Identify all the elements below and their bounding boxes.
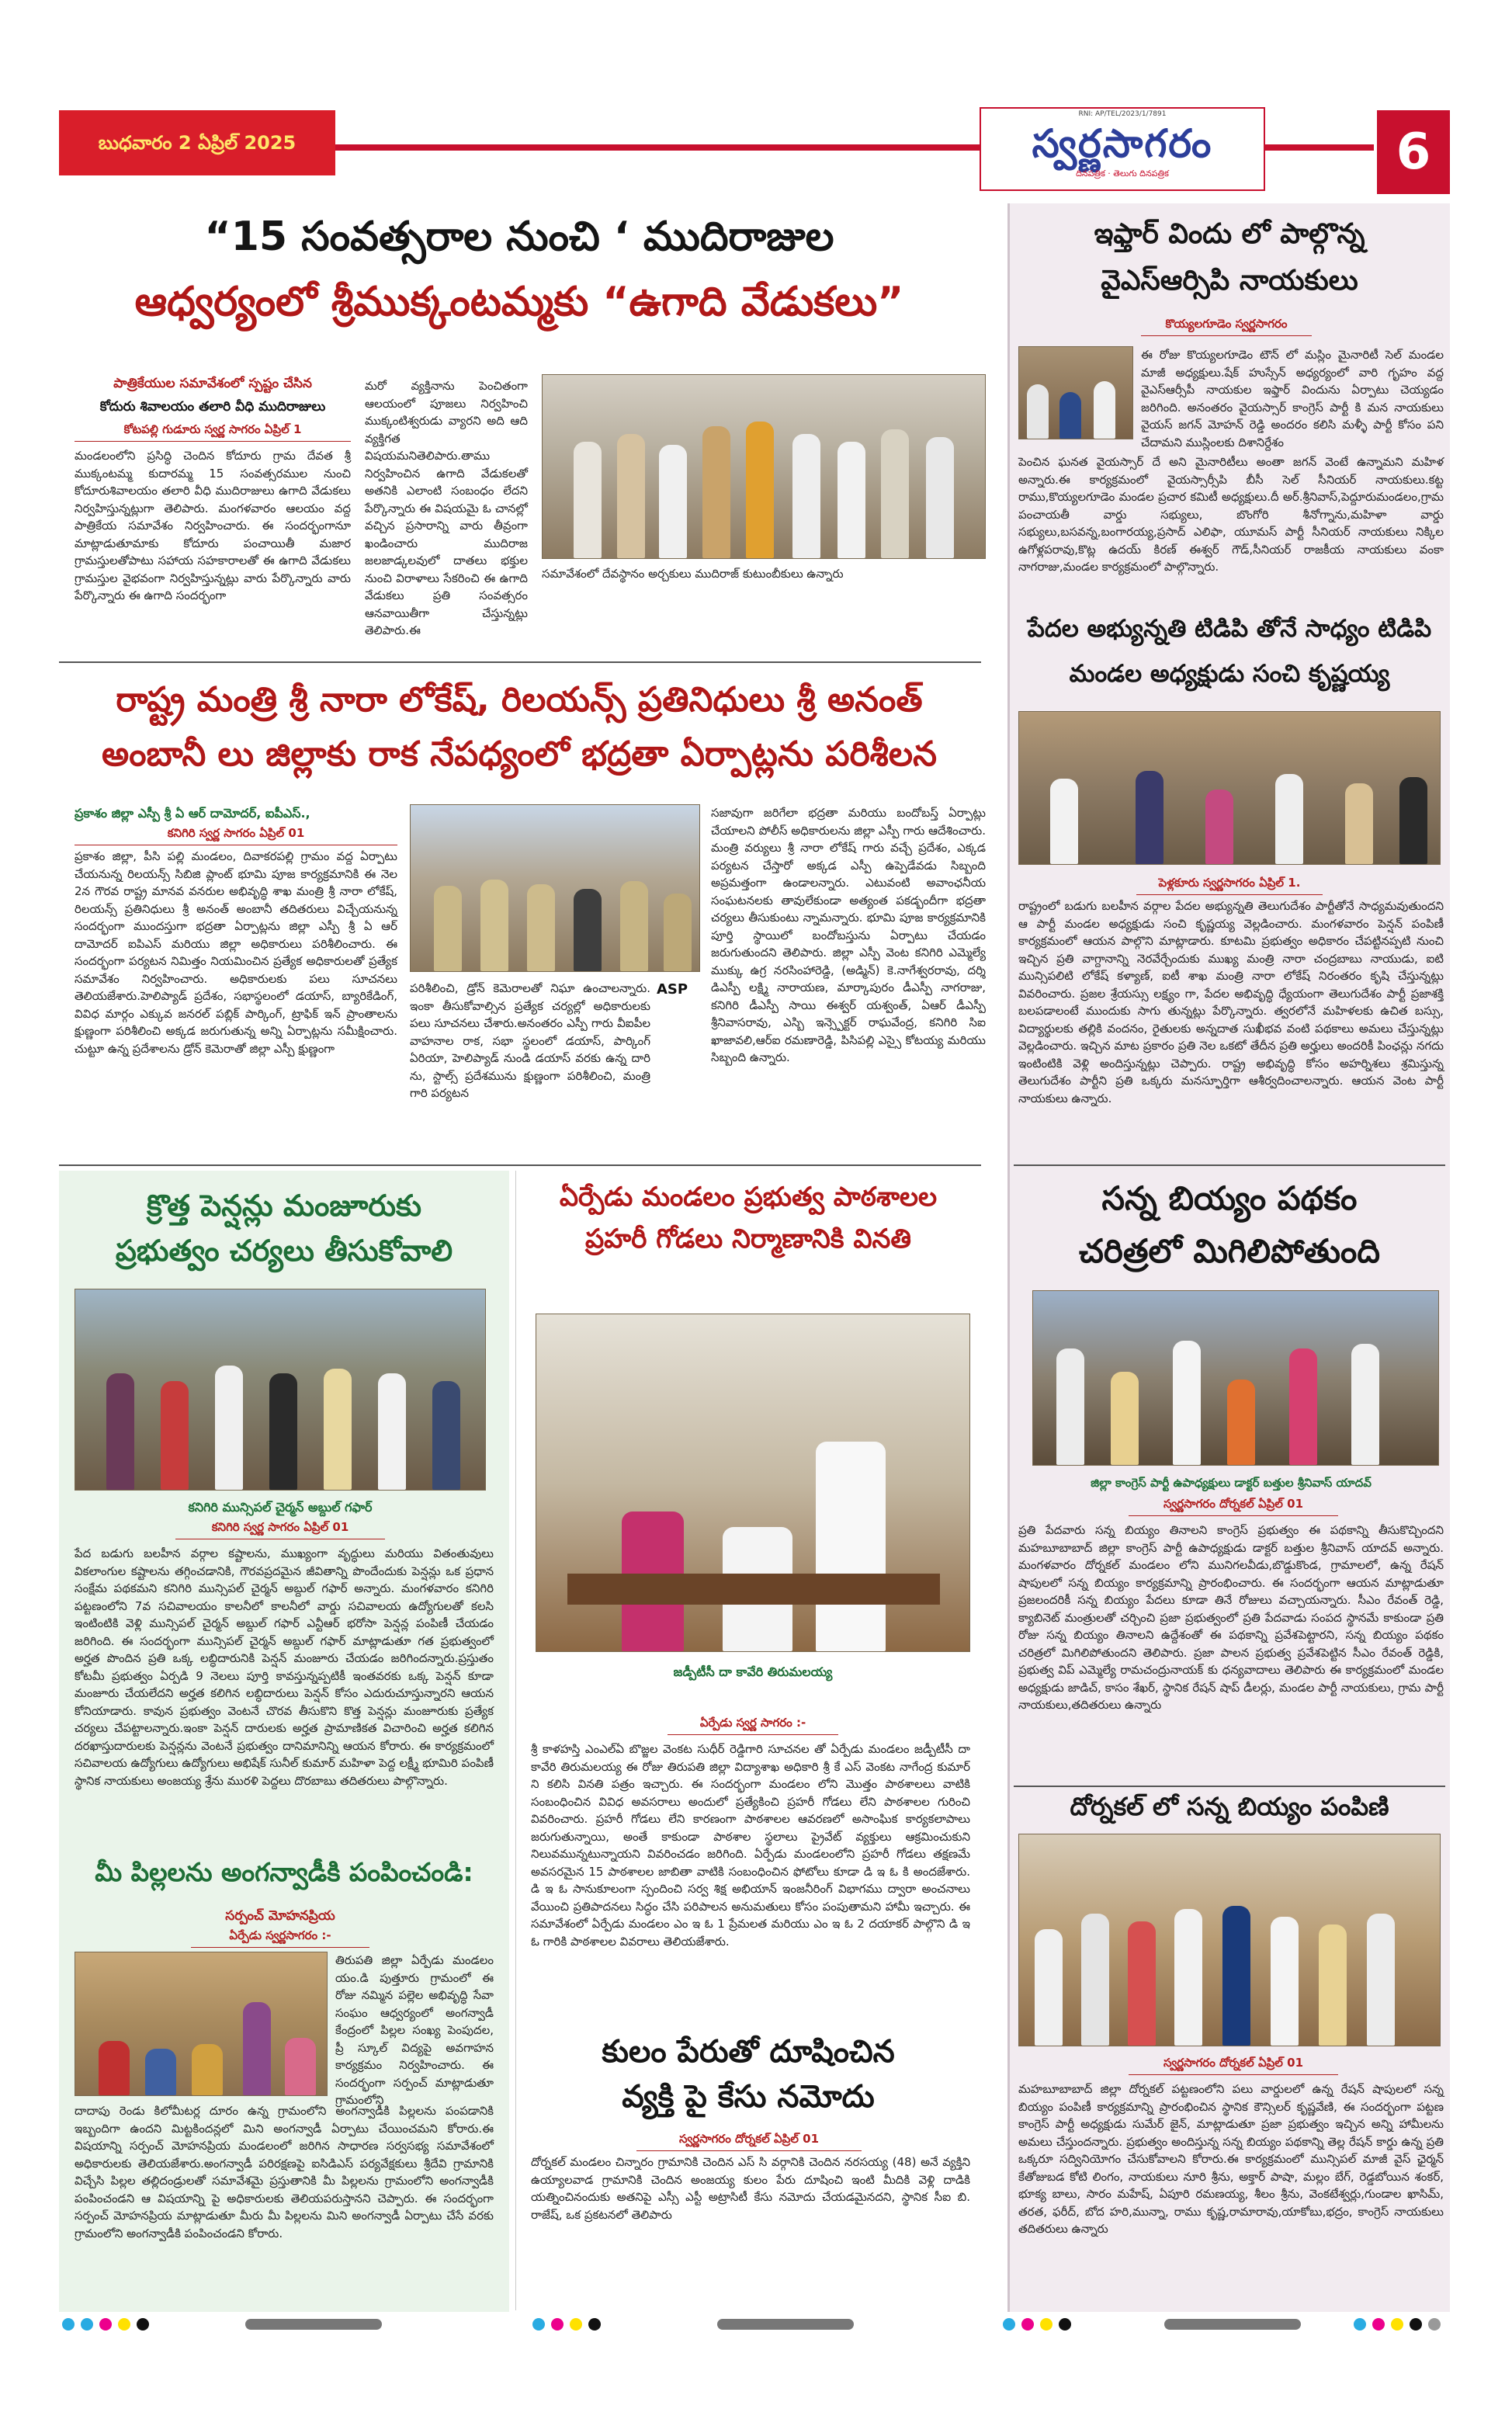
r2-body: రాష్ట్రంలో బడుగు బలహీన వర్గాల పేదల అభ్యున్నతి తెలుగుదేశం పార్టీతోనే సాధ్యమవుతుందని ఆ పార్టీ మండల అధ్యక్షుడు సంచి కృష్ణయ్య వెల్లడించారు. మంగళవారం పెన్షన్ పంపిణీ కార్యక్రమంలో ఆయన పాల్గొని మాట్లాడారు. కూటమి ప్రభుత్వం అధికారం చేపట్టినప్పటి నుంచి ఇచ్చిన ప్రతి వాగ్దానాన్ని నెరవేర్చేందుకు ముఖ్య మంత్రి నారా చంద్రబాబు నాయుడు, ఐటి మున్సిపలిటి లోకేష్ కళ్యాణ్, ఐటీ శాఖ మంత్రి నారా లోకేష్ నిరంతరం కృషి చేస్తున్నట్లు వివరించారు. ప్రజల శ్రేయస్సు లక్ష్యం గా, పేదల అభివృద్ధి ధ్యేయంగా తెలుగుదేశం పార్టీ ప్రజాశక్తి బలపడాలంటే ముందుకు సాగు తున్నట్లు పేర్కొన్నారు. త్వరలోనే మహిళలకు ఉచిత బస్సు, విద్యార్థులకు తల్లికి వందనం, రైతులకు అన్నదాత సుఖీభవ వంటి పథకాలు అమలు చేస్తున్నట్లు వెల్లడించారు. ఇచ్చిన మాట ప్రకారం ప్రతి నెల ఒకటో తేదీన ప్రతి అర్హులు అందరికీ పింఛన్లు నగదు ఇంటింటికి వెళ్లి అందిస్తున్నట్లు చెప్పారు. రాష్ట్ర అభివృద్ధి కోసం అహర్నిశలు శ్రమిస్తున్న తెలుగుదేశం పార్టీని ప్రతి ఒక్కరు మనస్ఫూర్తిగా ఆశీర్వదించాలన్నారు. ఆయన వెంట పార్టీ నాయకులు ఉన్నారు. [1018,899,1444,1105]
r2-headline-line1: పేదల అభ్యున్నతి టిడిపి తోనే సాధ్యం టిడిపి [1027,615,1432,643]
a4-byline: సర్పంచ్ మోహనప్రియ [225,1908,335,1924]
a2-headline-line2: అంబానీ లు జిల్లాకు రాక నేపధ్యంలో భద్రతా ఏర్పాట్లను పరిశీలన [102,734,937,774]
a6-headline-line1: కులం పేరుతో దూషించిన [602,2034,895,2070]
a4-photo [75,1952,328,2096]
a5-dateline: ఏర్పేడు స్వర్ణ సాగరం :- [668,1716,838,1735]
divider-a1-a2 [59,661,981,663]
r4-headline: దోర్నకల్ లో సన్న బియ్యం పంపిణి [1070,1792,1389,1821]
a1-body-col2: మరో వ్యక్తినాను పెంచితంగా ఆలయంలో పూజలు నిర్వహించి ముక్కంటిశ్వరుడు వ్యారని అది ఆది వ్యక్తిగత విషయమనితెలిపారు.తాము నిర్వహించిన ఉగాది వేడుకలతో అతనికి ఎలాంటి సంబంధం లేదని పేర్కొన్నారు ఈ విషయమై ఓ చానల్లో వచ్చిన ప్రసారాన్ని వారు తీవ్రంగా ఖండించారు ముదిరాజ జలజాడ్కలవులో దాతలు భక్తుల నుంచి విరాళాలు సేకరించి ఈ ఉగాది వేడుకలు ప్రతి సంవత్సరం ఆనవాయితీగా చేస్తున్నట్లు తెలిపారు.ఈ [365,379,528,637]
issue-date: బుధవారం 2 ఏప్రిల్ 2025 [98,132,297,154]
a1-headline-line2: ఆధ్వర్యంలో శ్రీముక్కంటమ్మకు “ఉగాది వేడుకలు” [134,279,904,325]
r2-photo [1018,711,1441,865]
a2-body-col1: ప్రకాశం జిల్లా, పీసి పల్లి మండలం, దివాకరపల్లి గ్రామం వద్ద ఏర్పాటు చేయనున్న రిలయన్స్ సిబిజి ప్లాంట్ భూమి పూజ కార్యక్రమానికి ఈ నెల 2న గౌరవ రాష్ట్ర మానవ వనరుల అభివృద్ధి శాఖ మంత్రి శ్రీ నారా లోకేష్, రిలయన్స్ ప్రతినిధులు శ్రీ అనంత్ అంబానీ తదితరులు విచ్చేయనున్న సందర్భంగా ముందస్తుగా భద్రతా ఏర్పాట్లను జిల్లా ఎస్పీ శ్రీ ఏ ఆర్ దామోదర్ ఐపిఎస్ మరియు జిల్లా అధికారులు పరిశీలించారు. ఈ సందర్భంగా పర్యటన నిమిత్తం నియమించిన ప్రత్యేక అధికారులతో ప్రత్యేక సమావేశం నిర్వహించారు. అధికారులకు పలు సూచనలు తెలియజేశారు.హెలిప్యాడ్ ప్రదేశం, సభాస్థలంలో డయాస్, బ్యారికేడింగ్, వివిధ మార్గం ఎక్కువ జనరల్ పబ్లిక్ పార్కింగ్, ట్రాఫిక్ ఇన్ ప్రాంతాలను క్షుణ్ణంగా పరిశీలించి అక్కడ జరుగుతున్న అన్ని ఏర్పాట్లను సమీక్షించారు. చుట్టూ ఉన్న ప్రదేశాలను డ్రోన్ కెమెరాతో జిల్లా ఎస్పీ క్షుణ్ణంగా [75,849,397,1056]
r3-photo-caption: జిల్లా కాంగ్రెస్ పార్టీ ఉపాధ్యక్షులు డాక్టర్ బత్తుల శ్రీనివాస్ యాదవ్ [1091,1476,1372,1490]
a3-dateline: కనిగిరి స్వర్ణ సాగరం ఏప్రిల్ 01 [175,1520,385,1539]
r3-photo [1032,1290,1439,1466]
a1-photo [542,374,986,559]
r2-dateline: పెళ్లకూరు స్వర్ణసాగరం ఏప్రిల్ 1. [1136,876,1323,895]
a3-photo [75,1289,486,1491]
a1-subhead-1: పాత్రికేయుల సమావేశంలో స్పష్టం చేసిన [113,376,312,391]
a5-photo [536,1314,970,1652]
divider-r2-r3 [1014,1164,1445,1166]
r3-body: ప్రతి పేదవారు సన్న బియ్యం తినాలని కాంగ్రెస్ ప్రభుత్వం ఈ పథకాన్ని తీసుకొచ్చిందని మహబూబాబాద్ జిల్లా కాంగ్రెస్ పార్టీ ఉపాధ్యక్షుడు డాక్టర్ బత్తుల శ్రీనివాస్ యాదవ్ అన్నారు. మంగళవారం దోర్నకల్ మండలం లోని మునిగలవీడు,బొడ్డుకొండ, గ్రామాలలో, ఉన్న రేషన్ షాపులలో సన్న బియ్యం కార్యక్రమాన్ని ప్రారంభించారు. ఈ సందర్భంగా ఆయన మాట్లాడుతూ ప్రజలందరికీ సన్న బియ్యం పేదలు కూడా తినే రోజులు వచ్చాయన్నారు. సీఎం రేవంత్ రెడ్డి, క్యాబినెట్ మంత్రులతో చర్చించి ప్రజా ప్రభుత్వంలో ప్రతి పేదవాడు సంపద స్థానమే కాకుండా ప్రతి రోజు సన్న బియ్యం తినాలని ఉద్దేశంతో ఈ పథకాన్ని ప్రవేశపెట్టారని, సన్న బియ్యం పథకం చరిత్రలో మిగిలిపోతుందని తెలిపారు. ప్రజా పాలన ప్రభుత్వ ప్రవేశపెట్టిన సీఎం రేవంత్ రెడ్డికి, ప్రభుత్వ విప్ ఎమ్మెల్యే రామచంద్రునాయక్ కు ధన్యవాదాలు తెలిపారు ఈ కార్యక్రమంలో మండల అధ్యక్షుడు జాడిచ్, కాసం శేఖర్, స్థానిక రేషన్ షాప్ డీలర్లు, మండల పార్టీ నాయకులు, గ్రామ పార్టీ నాయకులు,తదితరులు ఉన్నారు [1018,1523,1444,1712]
divider-r3-r4 [1014,1786,1445,1787]
a2-photo [410,804,700,972]
r1-photo [1018,346,1133,439]
r1-body-col: ఈ రోజు కొయ్యలగూడెం టౌన్ లో మస్లిం మైనారిటీ సెల్ మండల మాజీ అధ్యక్షులు.షేక్ హుస్సేన్ అధ్యర్యంలో వారి గృహం వద్ద వైఎస్ఆర్సీపీ నాయకుల ఇఫ్తార్ విందును ఏర్పాటు చెయ్యడం జరిగింది. అనంతరం వైయస్సార్ కాంగ్రెస్ పార్టీ కి మన నాయకులు వైయస్ జగన్ మోహన్ రెడ్డి అందరం కలిసి మళ్ళీ పార్టీ కోసం పని చేదామని ముస్లింలకు దిశానిర్దేశం [1141,348,1444,449]
a4-body-full: దాదాపు రెండు కిలోమీటర్ల దూరం ఉన్న గ్రామంలోని అంగన్వాడీకి పిల్లలను పంపడానికి ఇబ్బందిగా ఉందని మిట్టకిందన్లలో మిని అంగన్వాడీ ఏర్పాటు చేయించమని కోరారు.ఈ విషయాన్ని సర్పంచ్ మోహనప్రియ మండలంలో జరిగిన సాధారణ సర్వసభ్య సమావేశంలో అధికారులకు తెలియజేశారు.అంగన్వాడీ పరిరక్షణపై ఐసిడిఎస్ పర్యవేక్షకులు శ్రీదేవి గ్రామానికి విచ్చేసి పిల్లల తల్లిదండ్రులతో సమావేశమై ప్రస్తుతానికి మీ పిల్లలను గ్రామంలోని అంగన్వాడీకి పంపించండని ఆ విషయాన్ని పై అధికారులకు తెలియపరుస్తానని చెప్పారు. ఈ సందర్భంగా సర్పంచ్ మోహనప్రియ మాట్లాడుతూ మీరు మీ పిల్లలను మిని అంగన్వాడీ ఏర్పాటు చేసే వరకు గ్రామంలోని అంగన్వాడీకి పంపించండని కోరారు. [75,2104,494,2240]
r4-dateline: స్వర్ణసాగరం దోర్నకల్ ఏప్రిల్ 01 [1129,2056,1338,2075]
a2-byline: ప్రకాశం జిల్లా ఎస్పీ శ్రీ ఏ ఆర్ దామోదర్, ఐపీఎస్., [75,806,310,821]
a1-headline-line1: “15 సంవత్సరాల నుంచి ‘ ముదిరాజుల [204,213,834,260]
r1-headline-line2: వైఎస్ఆర్సిపి నాయకులు [1101,265,1358,297]
r1-dateline: కొయ్యలగూడెం స్వర్ణసాగరం [1141,317,1312,336]
masthead-logo [980,107,1265,191]
header-rule-left [335,144,980,151]
a6-headline-line2: వ్యక్తి పై కేసు నమోదు [622,2079,875,2115]
page-number: 6 [1396,123,1431,181]
a2-asp-label: ASP [657,981,688,998]
r4-body: మహబూబాబాద్ జిల్లా దోర్నకల్ పట్టణంలోని పలు వార్డులలో ఉన్న రేషన్ షాపులలో సన్న బియ్యం పంపిణీ కార్యక్రమాన్ని ప్రారంభించిన స్థానిక కౌన్సిలర్ కృష్ణవేణి, ఈ సందర్భంగా పట్టణ కాంగ్రెస్ పార్టీ అధ్యక్షుడు సుమేర్ జైన్, మాట్లాడుతూ ప్రజా ప్రభుత్వం ఇచ్చిన అన్ని హామీలను అమలు చేస్తుందన్నారు. ప్రభుత్వం అందిస్తున్న సన్న బియ్యం పథకాన్ని తెల్ల రేషన్ కార్డు ఉన్న ప్రతి ఒక్కరూ సద్వినియోగం చేసుకోవాలని కోరారు.ఈ కార్యక్రమంలో మున్సిపల్ మాజీ వైస్ ఛైర్మన్ కేతోజుబడ కోటి లింగం, నాయకులు నూరి శ్రీను, అక్తార్ పాషా, మల్లం బేగ్, రెడ్డబోయిన శంకర్, భూక్య బాలు, సారం మహేష్, ఏపూరి రమణయ్య, శీలం శ్రీను, వెంకటేశ్వర్లు,గుండాల ఖాసిమ్, తరత, ఫరీద్, బోద హరి,మున్నా, రాము కృష్ణ,రామారావు,యాకోబు,భద్రం, కాంగ్రెస్ నాయకులు తదితరులు ఉన్నారు [1018,2082,1444,2236]
a3-body: పేద బడుగు బలహీన వర్గాల కష్టాలను, ముఖ్యంగా వృద్ధులు మరియు వితంతువులు వికలాంగుల కష్టాలను తగ్గించడానికి, గౌరవప్రదమైన జీవితాన్ని పొందేందుకు పెన్షన్లు ఒక ప్రధాన సంక్షేమ పథకమని కనిగిరి మున్సిపల్ చైర్మన్ అబ్దుల్ గఫార్ అన్నారు. మంగళవారం కనిగిరి పట్టణంలోని 7వ సచివాలయం కాలనీలో కాలనీలో వార్డు సచివాలయ ఉద్యోగులతో కలసి ఇంటింటికి వెళ్లి మున్సిపల్ చైర్మన్ అబ్దుల్ గఫార్ ఎన్టీఆర్ భరోసా పెన్షన్ల పంపిణీ చేయడం జరిగింది. ఈ సందర్భంగా మున్సిపల్ చైర్మన్ అబ్దుల్ గఫార్ మాట్లాడుతూ గత ప్రభుత్వంలో అర్హత పొందిన ప్రతి ఒక్క లబ్ధిదారునికి పెన్షన్ మంజూరు చేయడం జరిగిందన్నారు.ప్రస్తుతం కోటమీ ప్రభుత్వం ఏర్పడి 9 నెలలు పూర్తి కావస్తున్నప్పటికీ ఇంతవరకు ఒక్క పెన్షన్ కూడా మంజూరు చేయలేదని అర్హత కలిగిన లబ్ధిదారులు పెన్షన్ కోసం ఎదురుచూస్తున్నారని ఆయన కోనియాడారు. కావున ప్రభుత్వం వెంటనే చొరవ తీసుకొని కొత్త పెన్షన్లు మంజూరుకు ప్రత్యేక చర్యలు చేపట్టాలన్నారు.ఇంకా పెన్షన్ దారులకు అర్హత ప్రామాణికత విచారించి అర్హత కలిగిన దరఖాస్తుదారులకు పెన్షన్లను వెంటనే ప్రభుత్వం దానిమానిన్ని ఆయన కోరారు. ఈ కార్యక్రమంలో సచివాలయ ఉద్యోగులు ఉద్యోగులు అభిషేక్ సునీల్ కుమార్ మహిళా పెద్ద లక్ష్మీ భూమిరి పంపిణీ స్థానిక నాయకులు అంజయ్య శ్రేను మురళి పెద్దలు దొరబాబు తదితరులు పాల్గొన్నారు. [75,1546,494,1788]
a6-body: దోర్నకల్ మండలం చిన్నారం గ్రామానికి చెందిన ఎస్ సి వర్గానికి చెందిన నరసయ్య (48) అనే వ్యక్తిని ఉయ్యాలవాడ గ్రామానికి చెందిన అంజయ్య కులం పేరు దూషించి ఇంటి మీదికి వెళ్లి దాడికి యత్నించినందుకు అతనిపై ఎస్సీ ఎస్టీ అట్రాసిటీ కేసు నమోదు చేయడమైనదని, స్థానిక సీఐ బి. రాజేష్, ఒక ప్రకటనలో తెలిపారు [531,2155,970,2222]
r2-headline-line2: మండల అధ్యక్షుడు సంచి కృష్ణయ్య [1069,660,1390,688]
a1-body-col1: మండలంలోని ప్రసిద్ధి చెందిన కోదూరు గ్రామ దేవత శ్రీ ముక్కంటమ్మ కుదారమ్మ 15 సంవత్సరముల నుంచి కోదూరుశివాలయం తలారి వీధి ముదిరాజులు ఉగాది వేడుకలు నిర్వహిస్తున్నట్లుగా తెలిపారు. మంగళవారం ఆలయం వద్ద పాత్రికేయ సమావేశం నిర్వహించారు. ఈ సందర్భంగానూ మాట్లాడుతూమాకు కోదూరు పంచాయితీ మజార గ్రామస్తులతోపాటు సహాయ సహకారాలతో ఈ ఉగాది వేడుకలు గ్రామస్తుల వైభవంగా నిర్వహిస్తున్నట్లు వారు పేర్కొన్నారు వారు పేర్కొన్నారు ఈ ఉగాది సందర్భంగా [75,449,351,602]
r3-dateline: స్వర్ణసాగరం దోర్నకల్ ఏప్రిల్ 01 [1129,1497,1338,1516]
a1-photo-caption: సమావేశంలో దేవస్థానం అర్చకులు ముదిరాజ్ కుటుంబీకులు ఉన్నారు [542,567,844,581]
header-rule-right [1265,144,1374,151]
a5-headline-line2: ప్రహరీ గోడలు నిర్మాణానికి వినతి [584,1223,912,1255]
masthead-tagline: దినపత్రిక · తెలుగు దినపత్రిక [1076,168,1169,179]
a2-dateline: కనిగిరి స్వర్ణ సాగరం ఏప్రిల్ 01 [75,826,397,845]
r1-body-full: పెంచిన ఘనత వైయస్సార్ దే అని మైనారిటీలు అంతా జగన్ వెంటే ఉన్నామని మహిళ అన్నారు.ఈ కార్యక్రమంలో వైయస్సార్సీపి బీసీ సెల్ సీనియర్ నాయకులు.కట్ట రాము,కొయ్యలగూడెం మండల ప్రచార కమిటీ అధ్యక్షులు.దీ అర్.శ్రీనివాస్,పెద్దూరుమండలం,గ్రామ పంచాయతీ వార్డు సభ్యులు, బొంగోరి శీనోగ్నాను,మహిళా వార్డు సభ్యులు,బసవన్న,బంగారయ్య,ప్రసాద్ ఎలిఫా, యూమస్ పార్టీ సీనియర్ నాయకులు నిక్కిల ఉగోళ్లపరావు,కొట్ల ఉదయ్ కిరణ్ ఈశ్వర్ గౌడ్,సీనియర్ రాజకీయ నాయకులు వంకా నాగరాజు,మండల కార్యక్రమంలో పాల్గొన్నారు. [1018,455,1444,574]
divider-a2-bottom [59,1164,981,1166]
masthead-title: స్వర్ణసాగరం [1032,121,1213,166]
a3-headline-line1: క్రొత్త పెన్షన్లు మంజూరుకు [146,1189,422,1223]
a1-dateline: కోటపల్లి గుడూరు స్వర్ణ సాగరం ఏప్రిల్ 1 [75,422,351,442]
a2-body-col2: పరిశీలించి, డ్రోన్ కెమెరాలతో నిఘా ఉంచాలన్నారు. ఇంకా తీసుకోవాల్సిన ప్రత్యేక చర్యల్లో అధికారులకు పలు సూచనలు చేశారు.అనంతరం ఎస్పీ గారు వీఐపీల వాహనాల రాక, సభా స్థలంలో డయాస్, పార్కింగ్ ఏరియా, హెలిప్యాడ్ నుండి డయాస్ వరకు ఉన్న దారి ను, స్టాల్స్ ప్రదేశమును క్షుణ్ణంగా పరిశీలించి, మంత్రి గారి పర్యటన [410,981,650,1100]
a2-headline-line1: రాష్ట్ర మంత్రి శ్రీ నారా లోకేష్, రిలయన్స్ ప్రతినిధులు శ్రీ అనంత్ [116,680,923,720]
a2-body-col3: సజావుగా జరిగేలా భద్రతా మరియు బందోబస్త్ ఏర్పాట్లు చేయాలని పోలీస్ అధికారులను జిల్లా ఎస్పీ గారు ఆదేశించారు. మంత్రి వర్యులు శ్రీ నారా లోకేష్ గారు వచ్చే ప్రదేశం, ఎక్కడ పర్యటన చేస్తారో అక్కడ ఎస్పీ ఉప్పెడేవడు సిబ్బంది అప్రమత్తంగా ఉండాలన్నారు. ఎటువంటి అవాంఛనీయ సంఘటనలకు తావులేకుండా అత్యంత పకడ్బందీగా భద్రతా చర్యలు తీసుకుంటు న్నామన్నారు. భూమి పూజ కార్యక్రమానికి పూర్తి స్థాయిలో బందోబస్తును ఏర్పాటు చేయడం జరుగుతుందని తెలిపారు. జిల్లా ఎస్పీ వెంట కనిగిరి ఎమ్మెల్యే ముక్కు ఉగ్ర నరసింహారెడ్డి, (అడ్మిన్) కె.నాగేశ్వరరావు, దర్శి డిఎస్పీ లక్ష్మి నారాయణ, మార్కాపురం డీఎస్పీ నాగరాజు, కనిగిరి డీఎస్పీ సాయి ఈశ్వర్ యశ్వంత్, ఏఆర్ డీఎస్పీ శ్రీనివాసరావు, ఎస్బి ఇన్స్పెక్టర్ రాఘవేంద్ర, కనిగిరి సిఐ ఖాజావలి,ఆర్ఐ రమణారెడ్డి, పిసిపల్లి ఎస్సై కోటయ్య మరియు సిబ్బంది ఉన్నారు. [711,806,986,1064]
a4-headline: మీ పిల్లలను అంగన్వాడీకి పంపించండి: [95,1857,473,1887]
r4-photo [1018,1834,1441,2046]
a5-headline-line1: ఏర్పేడు మండలం ప్రభుత్వ పాఠశాలల [559,1182,938,1213]
a1-subhead-2: కోదురు శివాలయం తలారి వీధి ముదిరాజులు [99,399,326,415]
a3-photo-caption: కనిగిరి మున్సిపల్ చైర్మన్ అబ్దుల్ గఫార్ [188,1500,373,1515]
r1-headline-line1: ఇఫ్తార్ విందు లో పాల్గొన్న [1094,218,1365,250]
a5-photo-caption: జడ్పీటీసీ దా కావేరి తిరుమలయ్య [673,1664,833,1679]
a4-dateline: ఏర్పేడు స్వర్ణసాగరం :- [191,1928,369,1948]
masthead-reg: RNI: AP/TEL/2023/1/7891 [1078,110,1167,118]
a5-body: శ్రీ కాళహస్తి ఎంఎల్ఏ బొజ్జల వెంకట సుధీర్ రెడ్డిగారి సూచనల తో ఏర్పేడు మండలం జడ్పీటీసీ దా కావేరి తిరుమలయ్య ఈ రోజు తిరుపతి జిల్లా విద్యాశాఖ అధికారి శ్రీ కే ఎస్ వెంకట నాగేంద్ర కుమార్ ని కలిసి వినతి పత్రం ఇచ్చారు. ఈ సందర్భంగా మండలం లోని మొత్తం పాఠశాలలు వాటికి సంబంధించిన వివిధ అవసరాలు అందులో ప్రత్యేకించి ప్రహరీ గోడలు లేని పాఠశాలల గురించి వివరించారు. ప్రహరీ గోడలు లేని కారణంగా పాఠశాలల ఆవరణలో అసాంఘిక కార్యకలాపాలు జరుగుతున్నాయి, అంతే కాకుండా పాఠశాల స్థలాలు ప్రైవేట్ వ్యక్తులు ఆక్రమించుకుని నిలువమున్నటున్నాయని వివరించడం జరిగింది. ఏర్పేడు మండలంలోని ప్రహరీ గోడలు తక్షణమే అవసరమైన 15 పాఠశాలల జాబితా వాటికి సంబంధించిన ఫోటోలు కూడా డి ఇ ఓ కి అందజేశారు. డి ఇ ఓ సానుకూలంగా స్పందించి సర్వ శిక్ష అభియాన్ ఇంజనీరింగ్ విభాగము ద్వారా అంచనాలు వేయించి ప్రతిపాదనలు సిద్ధం చేసి పరిపాలన అనుమతులు కోసం పంపుతామని హామీ ఇచ్చారు. ఈ సమావేశంలో ఏర్పేడు మండలం ఎం ఇ ఓ 1 ప్రేమలత మరియు ఎం ఇ ఓ 2 దయాకర్ పాల్గొని డి ఇ ఓ గారికి పాఠశాలల వివరాలు తెలియజేశారు. [531,1742,970,1949]
a6-dateline: స్వర్ణసాగరం దోర్నకల్ ఏప్రిల్ 01 [636,2132,862,2151]
a3-headline-line2: ప్రభుత్వం చర్యలు తీసుకోవాలి [115,1234,453,1268]
r3-headline-line1: సన్న బియ్యం పథకం [1101,1179,1358,1217]
r3-headline-line2: చరిత్రలో మిగిలిపోతుంది [1079,1232,1380,1270]
a4-body-col1: తిరుపతి జిల్లా ఏర్పేడు మండలం యం.డి పుత్తూరు గ్రామంలో ఈ రోజు నమ్మిన పల్లెల అభివృద్ధి సేవా సంఘం ఆధ్వర్యంలో అంగన్వాడీ కేంద్రంలో పిల్లల సంఖ్య పెంపుదల, ప్రీ స్కూల్ విద్యపై అవగాహన కార్యక్రమం నిర్వహించారు. ఈ సందర్భంగా సర్పంచ్ మాట్లాడుతూ గ్రామంలోని [335,1953,494,2107]
